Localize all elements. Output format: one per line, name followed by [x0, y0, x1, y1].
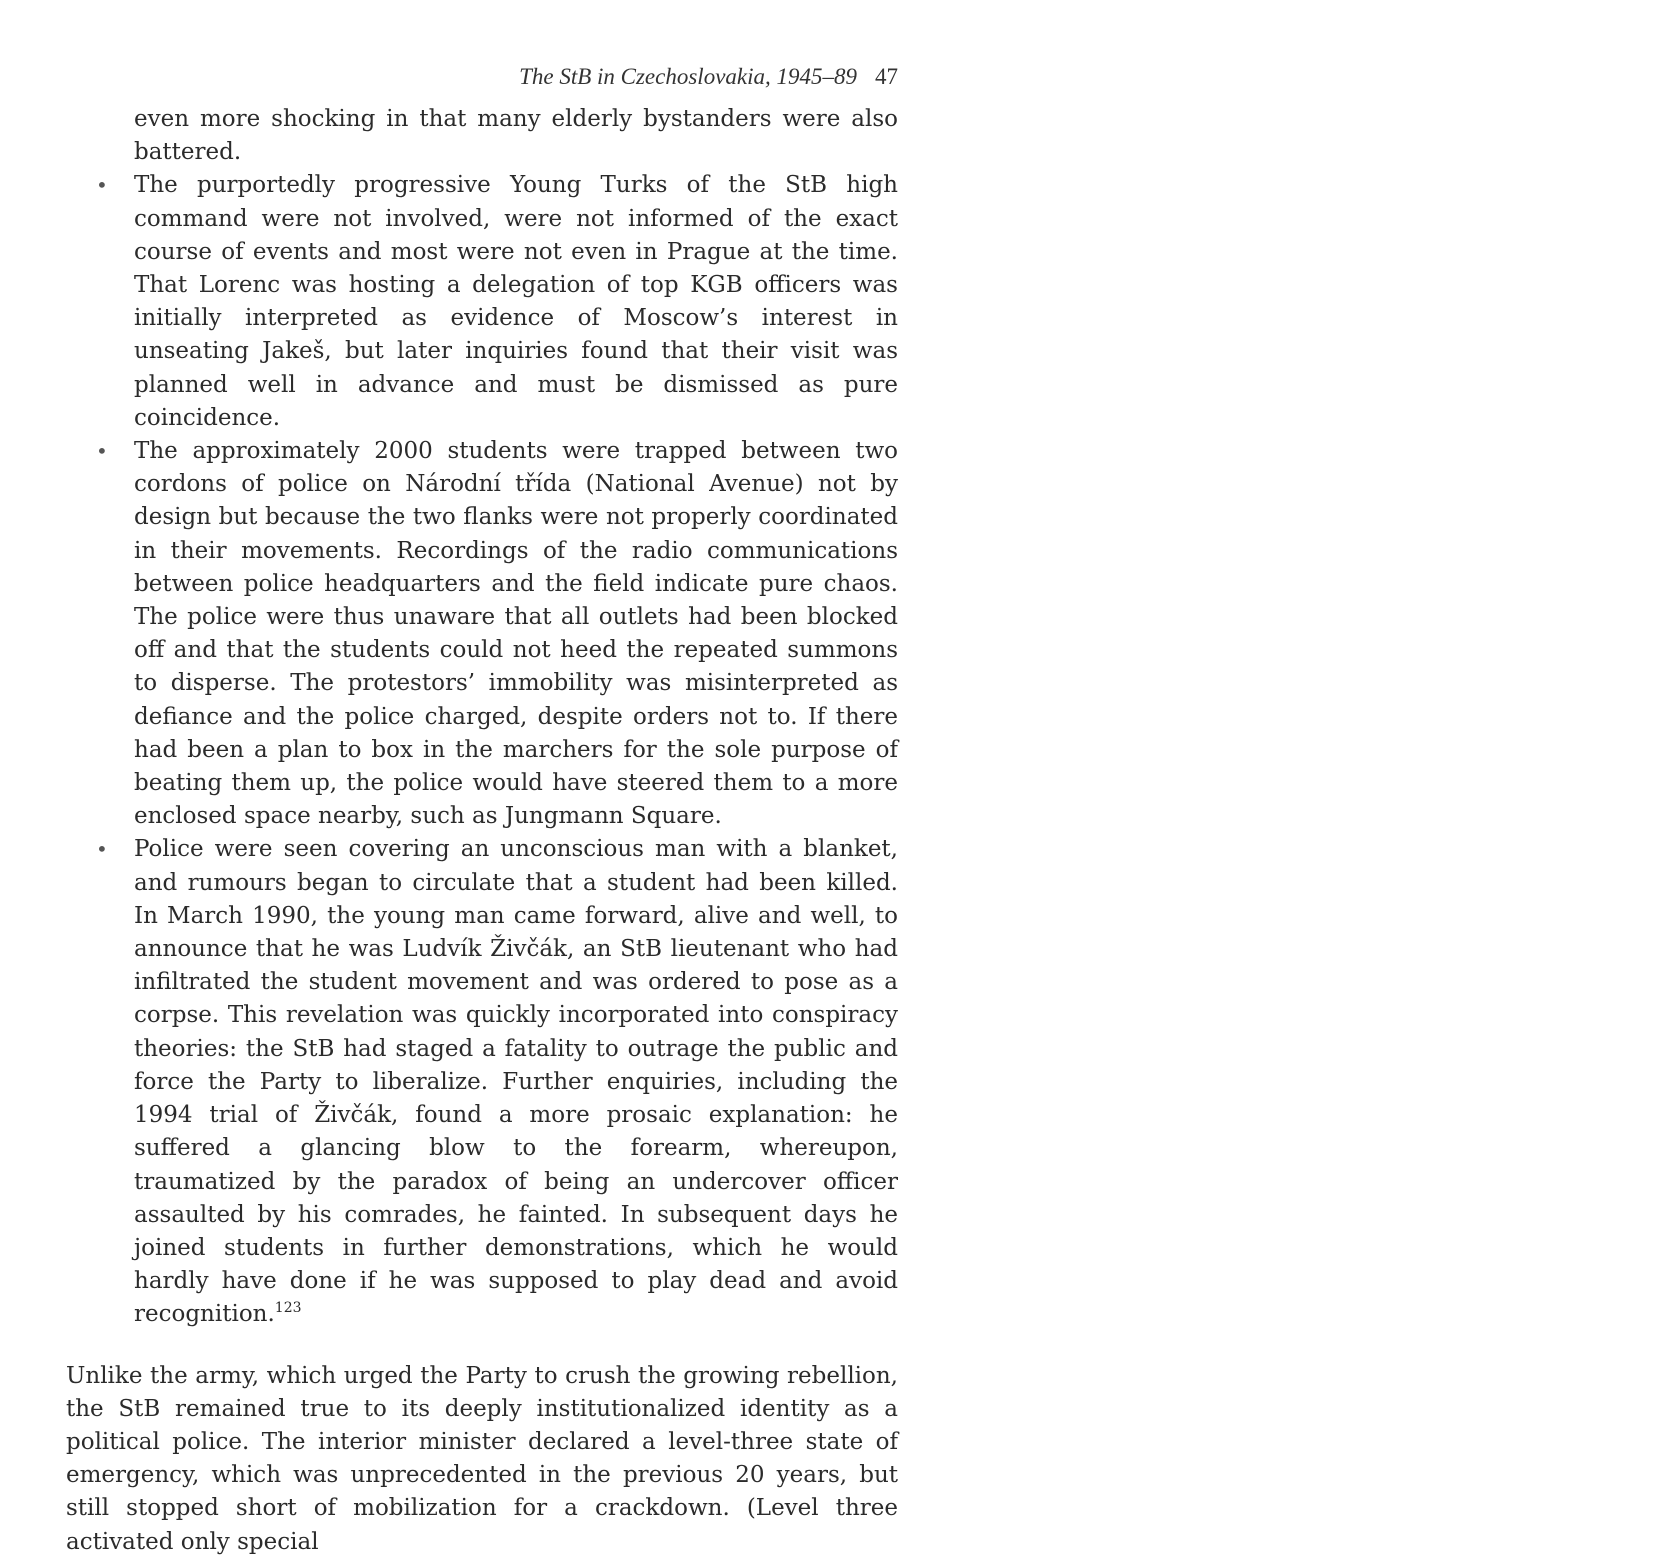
running-header — [66, 60, 898, 93]
bullet-icon: • — [96, 173, 108, 198]
bullet-item-young-turks — [96, 169, 898, 435]
bullet-icon: • — [96, 837, 108, 862]
bullet-text: The purportedly progressive Young Turks of the StB high command were not involved, were not informed of the exact course of events and most were not even in Prague at the time. That Lorenc was hosting a delegation of top KGB officers was initially interpreted as evidence of Moscow’s interest in unseating Jakeš, but later inquiries found that their visit was planned well in advance and must be dismissed as pure coincidence. — [134, 172, 898, 431]
page-number: 47 — [875, 64, 898, 89]
bullet-text: Police were seen covering an unconscious man with a blanket, and rumours began to circulate that a student had been killed. In March 1990, the young man came forward, alive and well, to announce that he was Ludvík Živčák, an StB lieutenant who had infiltrated the student movement and was ordered to pose as a corpse. This revelation was quickly incorporated into conspiracy theories: the StB had staged a fatality to outrage the public and force the Party to liberalize. Further enquiries, including the 1994 trial of Živčák, found a more prosaic explanation: he suffered a glancing blow to the forearm, whereupon, traumatized by the paradox of being an undercover officer assaulted by his comrades, he fainted. In subsequent days he joined students in further demonstrations, which he would hardly have done if he was supposed to play dead and avoid recognition. — [134, 836, 898, 1328]
bullet-icon: • — [96, 439, 108, 464]
bullet-item-zivcak — [96, 833, 898, 1331]
body-paragraph: Unlike the army, which urged the Party to crush the growing rebellion, the StB remained true to its deeply institutionalized identity as a political police. The interior minister declared a level-three state of emergency, which was unprecedented in the previous 20 years, but still stopped short of mobilization for a crackdown. (Level three activated only special — [66, 1362, 898, 1555]
text-column — [66, 60, 898, 1559]
continued-bullet-text: even more shocking in that many elderly bystanders were also battered. — [134, 106, 898, 166]
footnote-marker: 123 — [274, 1300, 302, 1317]
running-title: The StB in Czechoslovakia, 1945–89 — [519, 64, 857, 89]
bullet-item-students-trapped — [96, 435, 898, 833]
bullet-text: The approximately 2000 students were trapped between two cordons of police on Národní třída (National Avenue) not by design but because the two flanks were not properly coordinated in their movements. Recordings of the radio communications between police headquarters and the field indicate pure chaos. The police were thus unaware that all outlets had been blocked off and that the students could not heed the repeated summons to disperse. The protestors’ immobility was misinterpreted as defiance and the police charged, despite orders not to. If there had been a plan to box in the marchers for the sole purpose of beating them up, the police would have steered them to a more enclosed space nearby, such as Jungmann Square. — [134, 438, 898, 830]
bullet-list — [66, 169, 898, 1331]
